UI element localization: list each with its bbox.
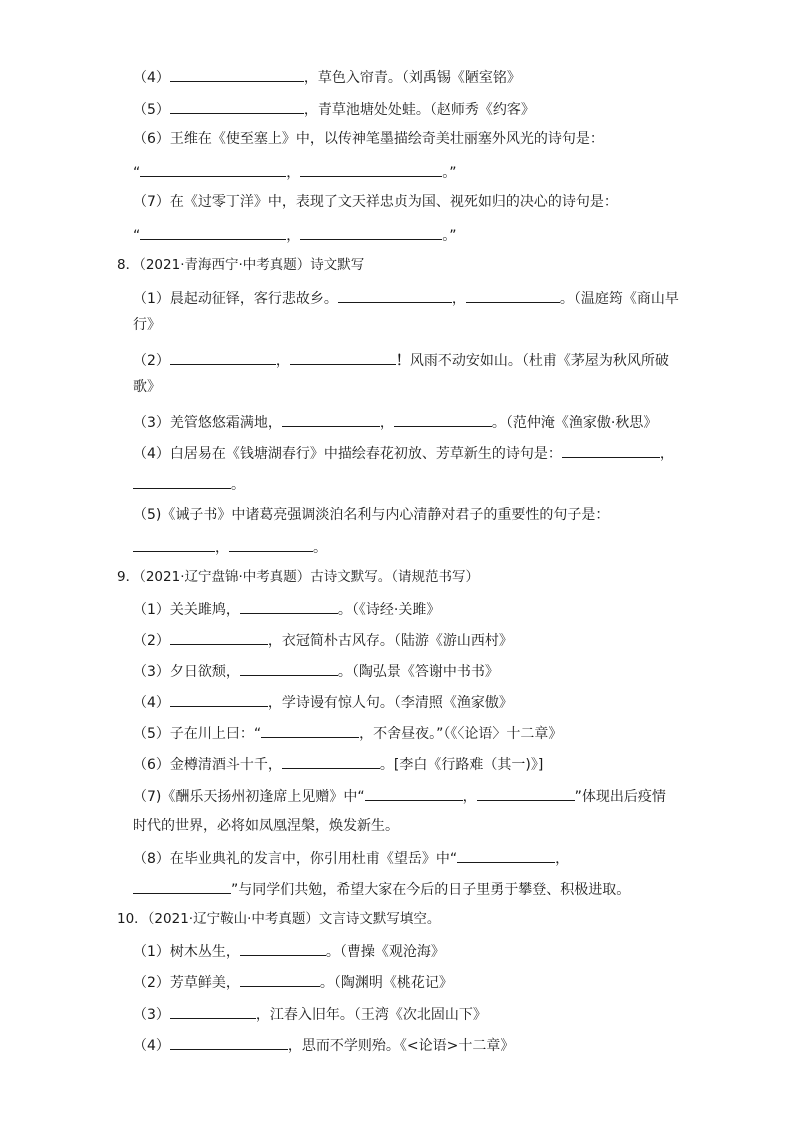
item-text: ，衣冠简朴古风存。（陆游《游山西村》 (267, 633, 513, 649)
q10-item-2 (133, 972, 453, 992)
item-text: （3）羌管悠悠霜满地， (133, 415, 282, 431)
item-text: 。（温庭筠《商山早 (559, 291, 679, 307)
comma: ， (215, 540, 229, 556)
q9-item-8-cont (133, 879, 630, 899)
item-number: （2） (133, 353, 170, 369)
item-number: （4） (133, 695, 170, 711)
q8-item-4 (133, 443, 674, 463)
comma: ， (451, 291, 466, 307)
q8-item-5-answer (133, 537, 327, 557)
answer-blank[interactable] (338, 288, 452, 303)
answer-blank[interactable] (300, 225, 442, 240)
item-number: （5） (133, 102, 170, 118)
period: 。 (313, 540, 327, 556)
item-text: 时代的世界，必将如凤凰涅槃，焕发新生。 (133, 818, 399, 834)
item-text: （6）金樽清酒斗十千， (133, 757, 282, 773)
item-text: ，思而不学则殆。《<论语>十二章》 (287, 1038, 515, 1054)
answer-blank[interactable] (170, 350, 276, 365)
answer-blank[interactable] (290, 350, 396, 365)
item-number: （4） (133, 1038, 170, 1054)
answer-blank[interactable] (282, 754, 380, 769)
item-text: ”体现出后疫情 (574, 789, 666, 805)
item-text: 。[李白《行路难（其一)》] (379, 757, 544, 773)
item-text: （1）关关雎鸠， (133, 602, 240, 618)
comma: ， (555, 851, 570, 867)
q9-item-4 (133, 692, 513, 712)
answer-blank[interactable] (282, 412, 380, 427)
answer-blank[interactable] (300, 162, 442, 177)
q9-item-8 (133, 848, 569, 868)
q9-item-3 (133, 661, 499, 681)
item-text: 。（《诗经·关雎》 (337, 602, 441, 618)
answer-blank[interactable] (170, 630, 268, 645)
q7-item-5 (133, 99, 535, 119)
item-text: 。（陶渊明《桃花记》 (319, 975, 453, 991)
q7-item-7 (133, 193, 618, 211)
question-title: 8．（2021·青海西宁·中考真题）诗文默写 (117, 257, 365, 273)
answer-blank[interactable] (562, 443, 660, 458)
item-text: （7)《酬乐天扬州初逢席上见赠》中“ (133, 789, 365, 805)
period: 。 (231, 477, 245, 493)
q7-item-4 (133, 67, 521, 87)
item-text: 行》 (133, 317, 161, 333)
item-text: （7）在《过零丁洋》中，表现了文天祥忠贞为国、视死如归的决心的诗句是： (133, 194, 618, 210)
answer-blank[interactable] (133, 537, 215, 552)
q10-item-4 (133, 1035, 514, 1055)
q9-item-7-cont (133, 817, 399, 835)
answer-blank[interactable] (170, 1004, 256, 1019)
answer-blank[interactable] (394, 412, 492, 427)
q8-item-2 (133, 350, 669, 370)
answer-blank[interactable] (170, 99, 304, 114)
item-text: （3）夕日欲颓， (133, 664, 240, 680)
answer-blank[interactable] (140, 162, 286, 177)
question-9-heading (117, 568, 479, 586)
item-text: ，青草池塘处处蛙。（赵师秀《约客》 (303, 102, 535, 118)
item-text: （2）芳草鲜美， (133, 975, 240, 991)
answer-blank[interactable] (140, 225, 286, 240)
item-number: （2） (133, 633, 170, 649)
item-text: 。（曹操《观沧海》 (325, 944, 445, 960)
item-number: （3） (133, 1007, 170, 1023)
item-text: ，学诗谩有惊人句。（李清照《渔家傲》 (267, 695, 513, 711)
comma: ， (462, 789, 477, 805)
q8-item-4-cont (133, 474, 245, 494)
q9-item-2 (133, 630, 513, 650)
answer-blank[interactable] (240, 661, 338, 676)
question-10-heading (117, 910, 440, 928)
q10-item-1 (133, 941, 445, 961)
item-text: ”与同学们共勉，希望大家在今后的日子里勇于攀登、积极进取。 (231, 882, 631, 898)
answer-blank[interactable] (261, 723, 359, 738)
question-8-heading (117, 256, 364, 274)
answer-blank[interactable] (170, 692, 268, 707)
item-text: 风雨不动安如山。（杜甫《茅屋为秋风所破 (409, 353, 669, 369)
item-text: ，不舍昼夜。”（《〈论语〉十二章》 (359, 726, 563, 742)
answer-blank[interactable] (466, 288, 560, 303)
q7-item-6 (133, 130, 604, 148)
question-title: 9．（2021·辽宁盘锦·中考真题）古诗文默写。（请规范书写） (117, 569, 480, 585)
item-text: （6）王维在《使至塞上》中，以传神笔墨描绘奇美壮丽塞外风光的诗句是： (133, 131, 604, 147)
answer-blank[interactable] (240, 941, 326, 956)
answer-blank[interactable] (477, 786, 575, 801)
comma: ， (286, 228, 301, 244)
item-text: （1）晨起动征铎，客行悲故乡。 (133, 291, 338, 307)
question-title: 10．（2021·辽宁鞍山·中考真题）文言诗文默写填空。 (117, 911, 441, 927)
answer-blank[interactable] (133, 879, 231, 894)
quote-close: 。” (442, 165, 457, 181)
item-text: （5)《诫子书》中诸葛亮强调淡泊名利与内心清静对君子的重要性的句子是： (133, 507, 610, 523)
item-text: （5）子在川上曰：“ (133, 726, 262, 742)
q8-item-1 (133, 288, 679, 308)
quote-close: 。” (442, 228, 457, 244)
answer-blank[interactable] (457, 848, 555, 863)
q7-item-6-answer (133, 162, 457, 182)
q10-item-3 (133, 1004, 487, 1024)
item-text: 歌》 (133, 379, 161, 395)
item-text: （8）在毕业典礼的发言中，你引用杜甫《望岳》中“ (133, 851, 458, 867)
q7-item-7-answer (133, 225, 457, 245)
item-text: 。（范仲淹《渔家傲·秋思》 (491, 415, 658, 431)
comma: ， (286, 165, 301, 181)
q9-item-5 (133, 723, 562, 743)
answer-blank[interactable] (133, 474, 231, 489)
comma: ， (275, 353, 290, 369)
answer-blank[interactable] (240, 599, 338, 614)
item-text: ，江春入旧年。（王湾《次北固山下》 (255, 1007, 487, 1023)
answer-blank[interactable] (365, 786, 463, 801)
quote-open: “ (133, 228, 141, 244)
q8-item-2-cont (133, 378, 161, 396)
answer-blank[interactable] (229, 537, 313, 552)
quote-open: “ (133, 165, 141, 181)
q8-item-5 (133, 506, 609, 524)
comma: ， (659, 446, 674, 462)
answer-blank[interactable] (170, 67, 304, 82)
item-text: （4）白居易在《钱塘湖春行》中描绘春花初放、芳草新生的诗句是： (133, 446, 562, 462)
q9-item-1 (133, 599, 440, 619)
answer-blank[interactable] (240, 972, 320, 987)
answer-blank[interactable] (170, 1035, 288, 1050)
exclamation: ！ (395, 353, 410, 369)
q9-item-6 (133, 754, 543, 774)
item-text: （1）树木丛生， (133, 944, 240, 960)
item-number: （4） (133, 70, 170, 86)
q8-item-3 (133, 412, 657, 432)
q9-item-7 (133, 786, 666, 806)
item-text: 。（陶弘景《答谢中书书》 (337, 664, 499, 680)
item-text: ，草色入帘青。（刘禹锡《陋室铭》 (303, 70, 521, 86)
comma: ， (379, 415, 394, 431)
q8-item-1-cont (133, 316, 161, 334)
